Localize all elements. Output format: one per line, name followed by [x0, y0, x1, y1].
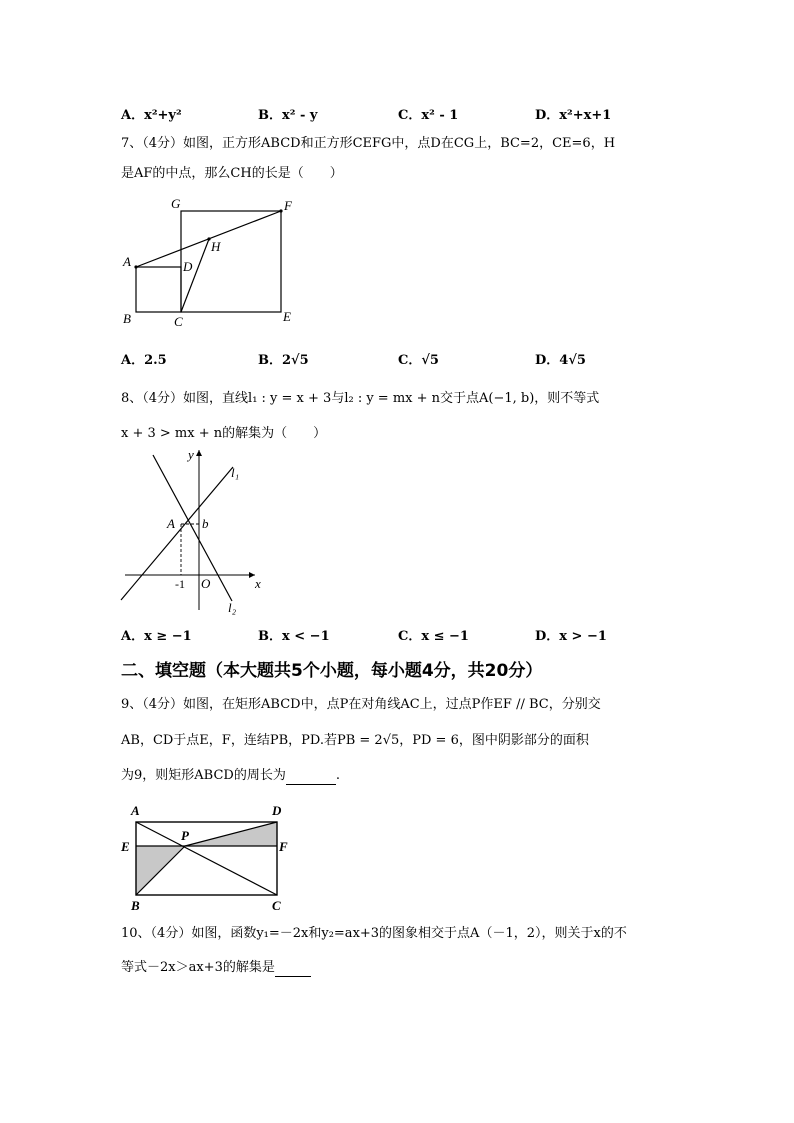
segment-ch: [181, 239, 209, 312]
q8-option-d: D．x > −1: [535, 629, 607, 644]
q9-line3-end: .: [335, 768, 340, 783]
q9-figure-rectangle: [115, 800, 295, 918]
label-l2: l₂: [228, 600, 237, 615]
label-b: b: [202, 516, 209, 531]
q9-stem-line2: AB，CD于点E，F，连结PB，PD.若PB = 2√5，PD = 6，图中阴影部分的面积: [121, 733, 589, 748]
q8-stem-line1: 8、（4分）如图，直线l₁ : y = x + 3与l₂ : y = mx + n交于点A(−1, b)，则不等式: [121, 391, 600, 406]
label-d: D: [272, 803, 282, 818]
label-f: F: [284, 198, 292, 213]
q9-stem-line1: 9、（4分）如图，在矩形ABCD中，点P在对角线AC上，过点P作EF // BC，分别交: [121, 697, 601, 712]
square-cefg: [181, 211, 281, 312]
label-o: O: [201, 576, 211, 591]
q7-stem-line2: 是AF的中点，那么CH的长是（ ）: [121, 166, 343, 181]
label-c: C: [174, 314, 183, 329]
label-g: G: [171, 196, 181, 211]
label-y: y: [188, 447, 194, 462]
label-a: A: [167, 516, 175, 531]
q7-option-b: B．2√5: [258, 353, 309, 368]
label-d: D: [183, 259, 193, 274]
q7-option-c: C．√5: [398, 353, 439, 368]
q10-answer-blank: [275, 960, 311, 977]
label-x: x: [255, 576, 261, 591]
line-l2: [153, 455, 232, 601]
q9-stem-line3: [121, 768, 340, 785]
q6-option-c: C．x² - 1: [398, 108, 459, 123]
q9-line3-text: 为9，则矩形ABCD的周长为: [121, 768, 286, 783]
q7-figure-squares: [115, 192, 315, 337]
q10-stem-line2: [121, 960, 311, 977]
label-e: E: [121, 839, 130, 854]
q10-stem-line1: 10、（4分）如图，函数y₁=－2x和y₂=ax+3的图象相交于点A（－1，2），则关于x的不: [121, 926, 627, 941]
label-e: E: [283, 309, 291, 324]
q9-answer-blank: [286, 768, 336, 785]
section-heading: 二、填空题（本大题共5个小题，每小题4分，共20分）: [121, 661, 543, 681]
label-a: A: [131, 803, 140, 818]
label-l1: l₁: [231, 465, 240, 480]
label-c: C: [272, 898, 281, 913]
label-neg1: -1: [175, 577, 185, 591]
q7-stem-line1: 7、（4分）如图，正方形ABCD和正方形CEFG中，点D在CG上，BC=2，CE=6，H: [121, 136, 616, 151]
q7-option-d: D．4√5: [535, 353, 586, 368]
q8-figure-lines: [115, 445, 275, 620]
q8-option-c: C．x ≤ −1: [398, 629, 469, 644]
q6-option-d: D．x²+x+1: [535, 108, 612, 123]
q7-option-a: A．2.5: [121, 353, 167, 368]
label-a: A: [123, 254, 131, 269]
q8-stem-line2: x + 3 > mx + n的解集为（ ）: [121, 426, 327, 441]
q6-option-a: A．x²+y²: [121, 108, 182, 123]
q10-line2-text: 等式－2x＞ax+3的解集是: [121, 960, 275, 975]
label-h: H: [211, 239, 221, 254]
label-b: B: [131, 898, 140, 913]
q8-option-b: B．x < −1: [258, 629, 330, 644]
q6-option-b: B．x² - y: [258, 108, 318, 123]
square-abcd: [136, 267, 181, 312]
label-b: B: [123, 311, 131, 326]
label-p: P: [181, 828, 189, 843]
q8-option-a: A．x ≥ −1: [121, 629, 192, 644]
label-f: F: [279, 839, 288, 854]
